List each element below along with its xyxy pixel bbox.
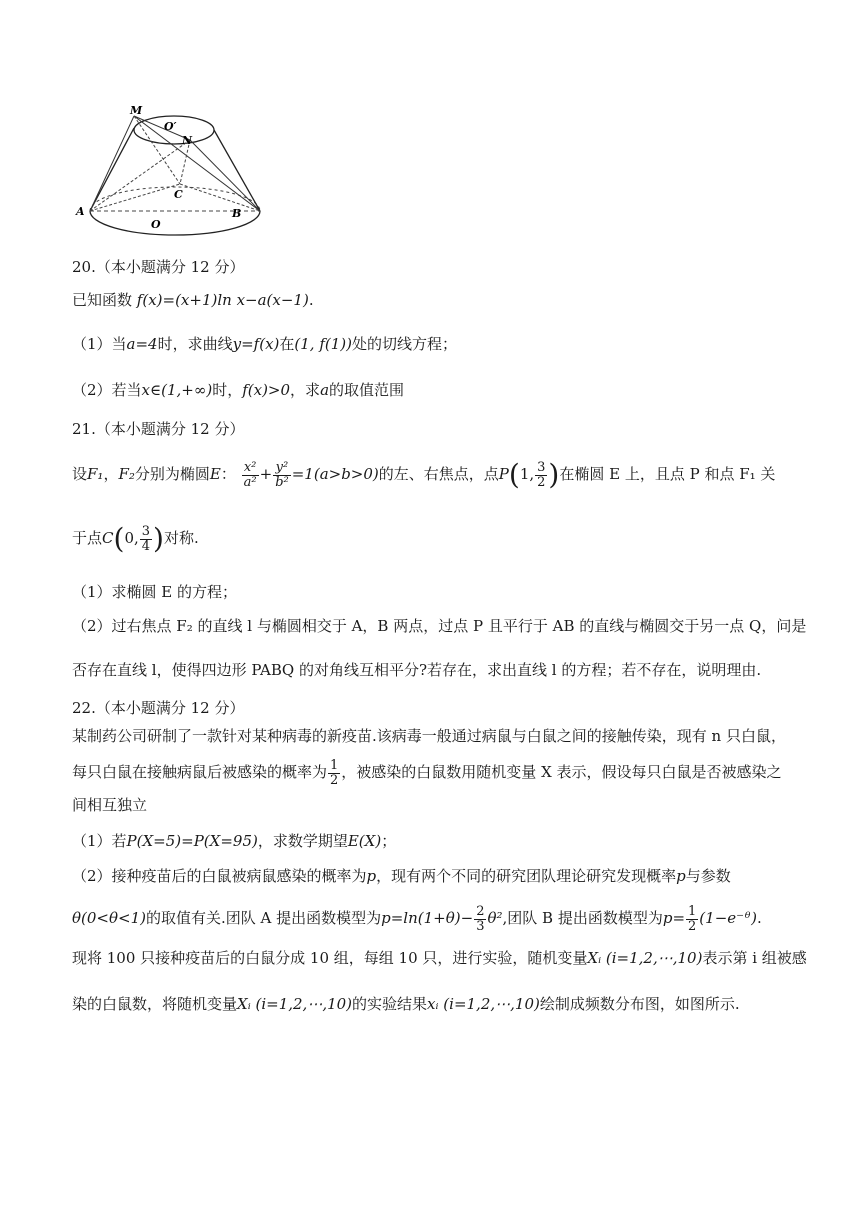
label-A: A xyxy=(76,205,85,218)
q22-p2-l1-c: ，现有两个不同的研究团队理论研究发现概率 xyxy=(376,867,677,885)
q20-p2-f: a xyxy=(320,381,330,399)
q22-part2-line3 xyxy=(72,947,807,969)
q20-p1-b: a=4 xyxy=(126,335,158,353)
q21-l1-e: 分别为椭圆 xyxy=(134,465,210,483)
q22-p2-l1-d: p xyxy=(676,867,686,885)
q22-line1: 某制药公司研制了一款针对某种病毒的新疫苗.该病毒一般通过病鼠与白鼠之间的接触传染，现有 n 只白鼠， xyxy=(72,727,786,745)
q21-part2-line1: （2）过右焦点 F₂ 的直线 l 与椭圆相交于 A，B 两点，过点 P 且平行于 AB 的直线与椭圆交于另一点 Q，问是 xyxy=(72,617,807,635)
label-O: O xyxy=(151,218,161,231)
q22-model-a: p=ln(1+θ)− xyxy=(381,909,474,927)
q21-P: P xyxy=(498,465,509,483)
q22-p2-l4-c: 的实验结果 xyxy=(352,995,428,1013)
q22-p2-l4-b: Xᵢ (i=1,2,⋯,10) xyxy=(237,995,353,1013)
q20-stem xyxy=(72,289,794,311)
q22-p2-l3-c: 表示第 i 组被感 xyxy=(702,949,807,967)
q21-ellipse-cond: =1(a>b>0) xyxy=(291,465,379,483)
q22-p2-l4-d: xᵢ (i=1,2,⋯,10) xyxy=(427,995,540,1013)
q22-p2-l4-e: 绘制成频数分布图，如图所示. xyxy=(539,995,740,1013)
q22-p2-l2-e: ,团队 B 提出函数模型为 xyxy=(502,909,663,927)
label-C: C xyxy=(174,188,183,201)
q21-C: C xyxy=(102,529,114,547)
q22-l2-b: ，被感染的白鼠数用随机变量 X 表示，假设每只白鼠是否被感染之 xyxy=(341,763,782,781)
q21-frac-32: $\frac{3}{2}$ xyxy=(537,459,546,490)
q21-frac-x: $\frac{\text{x²}}{\text{a²}}$ xyxy=(243,459,257,490)
q21-part1: （1）求椭圆 E 的方程； xyxy=(72,583,238,601)
q21-E: E xyxy=(209,465,221,483)
q22-p2-l3-a: 现将 100 只接种疫苗后的白鼠分成 10 组，每组 10 只，进行实验，随机变量 xyxy=(72,949,588,967)
q21-l1-j: 1, xyxy=(519,465,535,483)
q21-l2-b: 0, xyxy=(124,529,139,547)
q22-p1-e: ； xyxy=(381,832,397,850)
label-O-prime: O′ xyxy=(164,120,177,133)
q22-p2-l1-a: （2）接种疫苗后的白鼠被病鼠感染的概率为 xyxy=(72,867,367,885)
q20-stem-prefix: 已知函数 xyxy=(72,291,133,309)
label-B: B xyxy=(232,207,242,220)
q21-F2: F₂ xyxy=(118,465,135,483)
q20-p2-c: 时， xyxy=(212,381,243,399)
q22-p2-l2-b: 的取值有关.团队 A 提出函数模型为 xyxy=(146,909,382,927)
q21-heading: 21.（本小题满分 12 分） xyxy=(72,420,245,438)
q20-p1-f: (1, f(1)) xyxy=(294,335,352,353)
q22-l2-a: 每只白鼠在接触病鼠后被感染的概率为 xyxy=(72,763,328,781)
q22-model-b: (1−e⁻ᶿ) xyxy=(699,909,758,927)
q21-l1-a: 设 xyxy=(72,465,88,483)
q22-part2-line2 xyxy=(72,898,794,938)
q22-frac-12: $\frac{1}{2}$ xyxy=(688,903,697,934)
label-N: N xyxy=(182,134,193,147)
q22-p2-l1-b: p xyxy=(366,867,377,885)
q22-p2-l2-h: . xyxy=(757,909,762,927)
q20-formula: f(x)=(x+1)ln x−a(x−1) xyxy=(136,291,309,309)
q22-p1-c: ，求数学期望 xyxy=(257,832,348,850)
q20-p1-g: 处的切线方程； xyxy=(352,335,458,353)
q22-line3: 间相互独立 xyxy=(72,796,148,814)
q22-p1-b: P(X=5)=P(X=95) xyxy=(126,832,258,850)
q22-p1-d: E(X) xyxy=(347,832,382,850)
q21-frac-34: $\frac{3}{4}$ xyxy=(141,523,151,554)
q21-frac-y: $\frac{\text{y²}}{\text{b²}}$ xyxy=(275,459,289,490)
q20-p2-e: ，求 xyxy=(290,381,321,399)
q22-heading: 22.（本小题满分 12 分） xyxy=(72,699,245,717)
q21-l2-c: 对称. xyxy=(163,529,199,547)
q20-stem-suffix: . xyxy=(308,291,314,309)
q20-p2-g: 的取值范围 xyxy=(329,381,405,399)
q20-p1-a: （1）当 xyxy=(72,335,127,353)
q22-p2-l1-e: 与参数 xyxy=(685,867,731,885)
q20-p1-d: y=f(x) xyxy=(232,335,280,353)
q22-theta-sq: θ² xyxy=(487,909,503,927)
q20-part1 xyxy=(72,333,794,355)
frustum-figure xyxy=(72,104,262,242)
q20-p1-c: 时，求曲线 xyxy=(157,335,233,353)
q21-F1: F₁ xyxy=(87,465,104,483)
q22-p1-a: （1）若 xyxy=(72,832,127,850)
q20-p2-b: x∈(1,+∞) xyxy=(141,381,213,399)
q20-part2 xyxy=(72,379,794,401)
q20-heading: 20.（本小题满分 12 分） xyxy=(72,258,245,276)
q22-p2-l4-a: 染的白鼠数，将随机变量 xyxy=(72,995,238,1013)
q21-l1-i: 的左、右焦点，点 xyxy=(378,465,499,483)
q21-line1: 设F₁，F₂分别为椭圆E： $\frac{\text{x²}}{\text{a²}}$ + $\frac{\text{y²}}{\text{b²}}$ =1(a>b>0)的左、右焦点，点P(1, $\frac{3}{2}$ )在椭圆 E 上，且点 P 和点 F₁ 关 xyxy=(72,458,776,491)
q22-model-b-p: p= xyxy=(662,909,686,927)
q22-line2 xyxy=(72,752,794,792)
q21-l2-a: 于点 xyxy=(72,529,103,547)
q20-p1-e: 在 xyxy=(279,335,295,353)
q20-p2-d: f(x)>0 xyxy=(242,381,291,399)
q22-theta-range: θ(0<θ<1) xyxy=(72,909,146,927)
q21-l1-g: ： xyxy=(220,465,236,483)
q21-part2-line2: 否存在直线 l，使得四边形 PABQ 的对角线互相平分?若存在，求出直线 l 的方程；若不存在，说明理由. xyxy=(72,661,762,679)
q22-p2-l3-b: Xᵢ (i=1,2,⋯,10) xyxy=(587,949,703,967)
q21-line2: 于点C(0, $\frac{3}{4}$ )对称. xyxy=(72,522,199,555)
q20-p2-a: （2）若当 xyxy=(72,381,142,399)
q21-l1-k: 在椭圆 E 上，且点 P 和点 F₁ 关 xyxy=(559,465,776,483)
q22-part2-line1 xyxy=(72,865,794,887)
q21-l1-c: ， xyxy=(103,465,119,483)
q21-plus: + xyxy=(259,465,273,483)
label-M: M xyxy=(130,104,143,117)
q22-part1 xyxy=(72,830,794,852)
q22-frac-half: $\frac{1}{2}$ xyxy=(330,757,339,788)
q22-frac-23: $\frac{2}{3}$ xyxy=(476,903,485,934)
q22-part2-line4 xyxy=(72,993,794,1015)
